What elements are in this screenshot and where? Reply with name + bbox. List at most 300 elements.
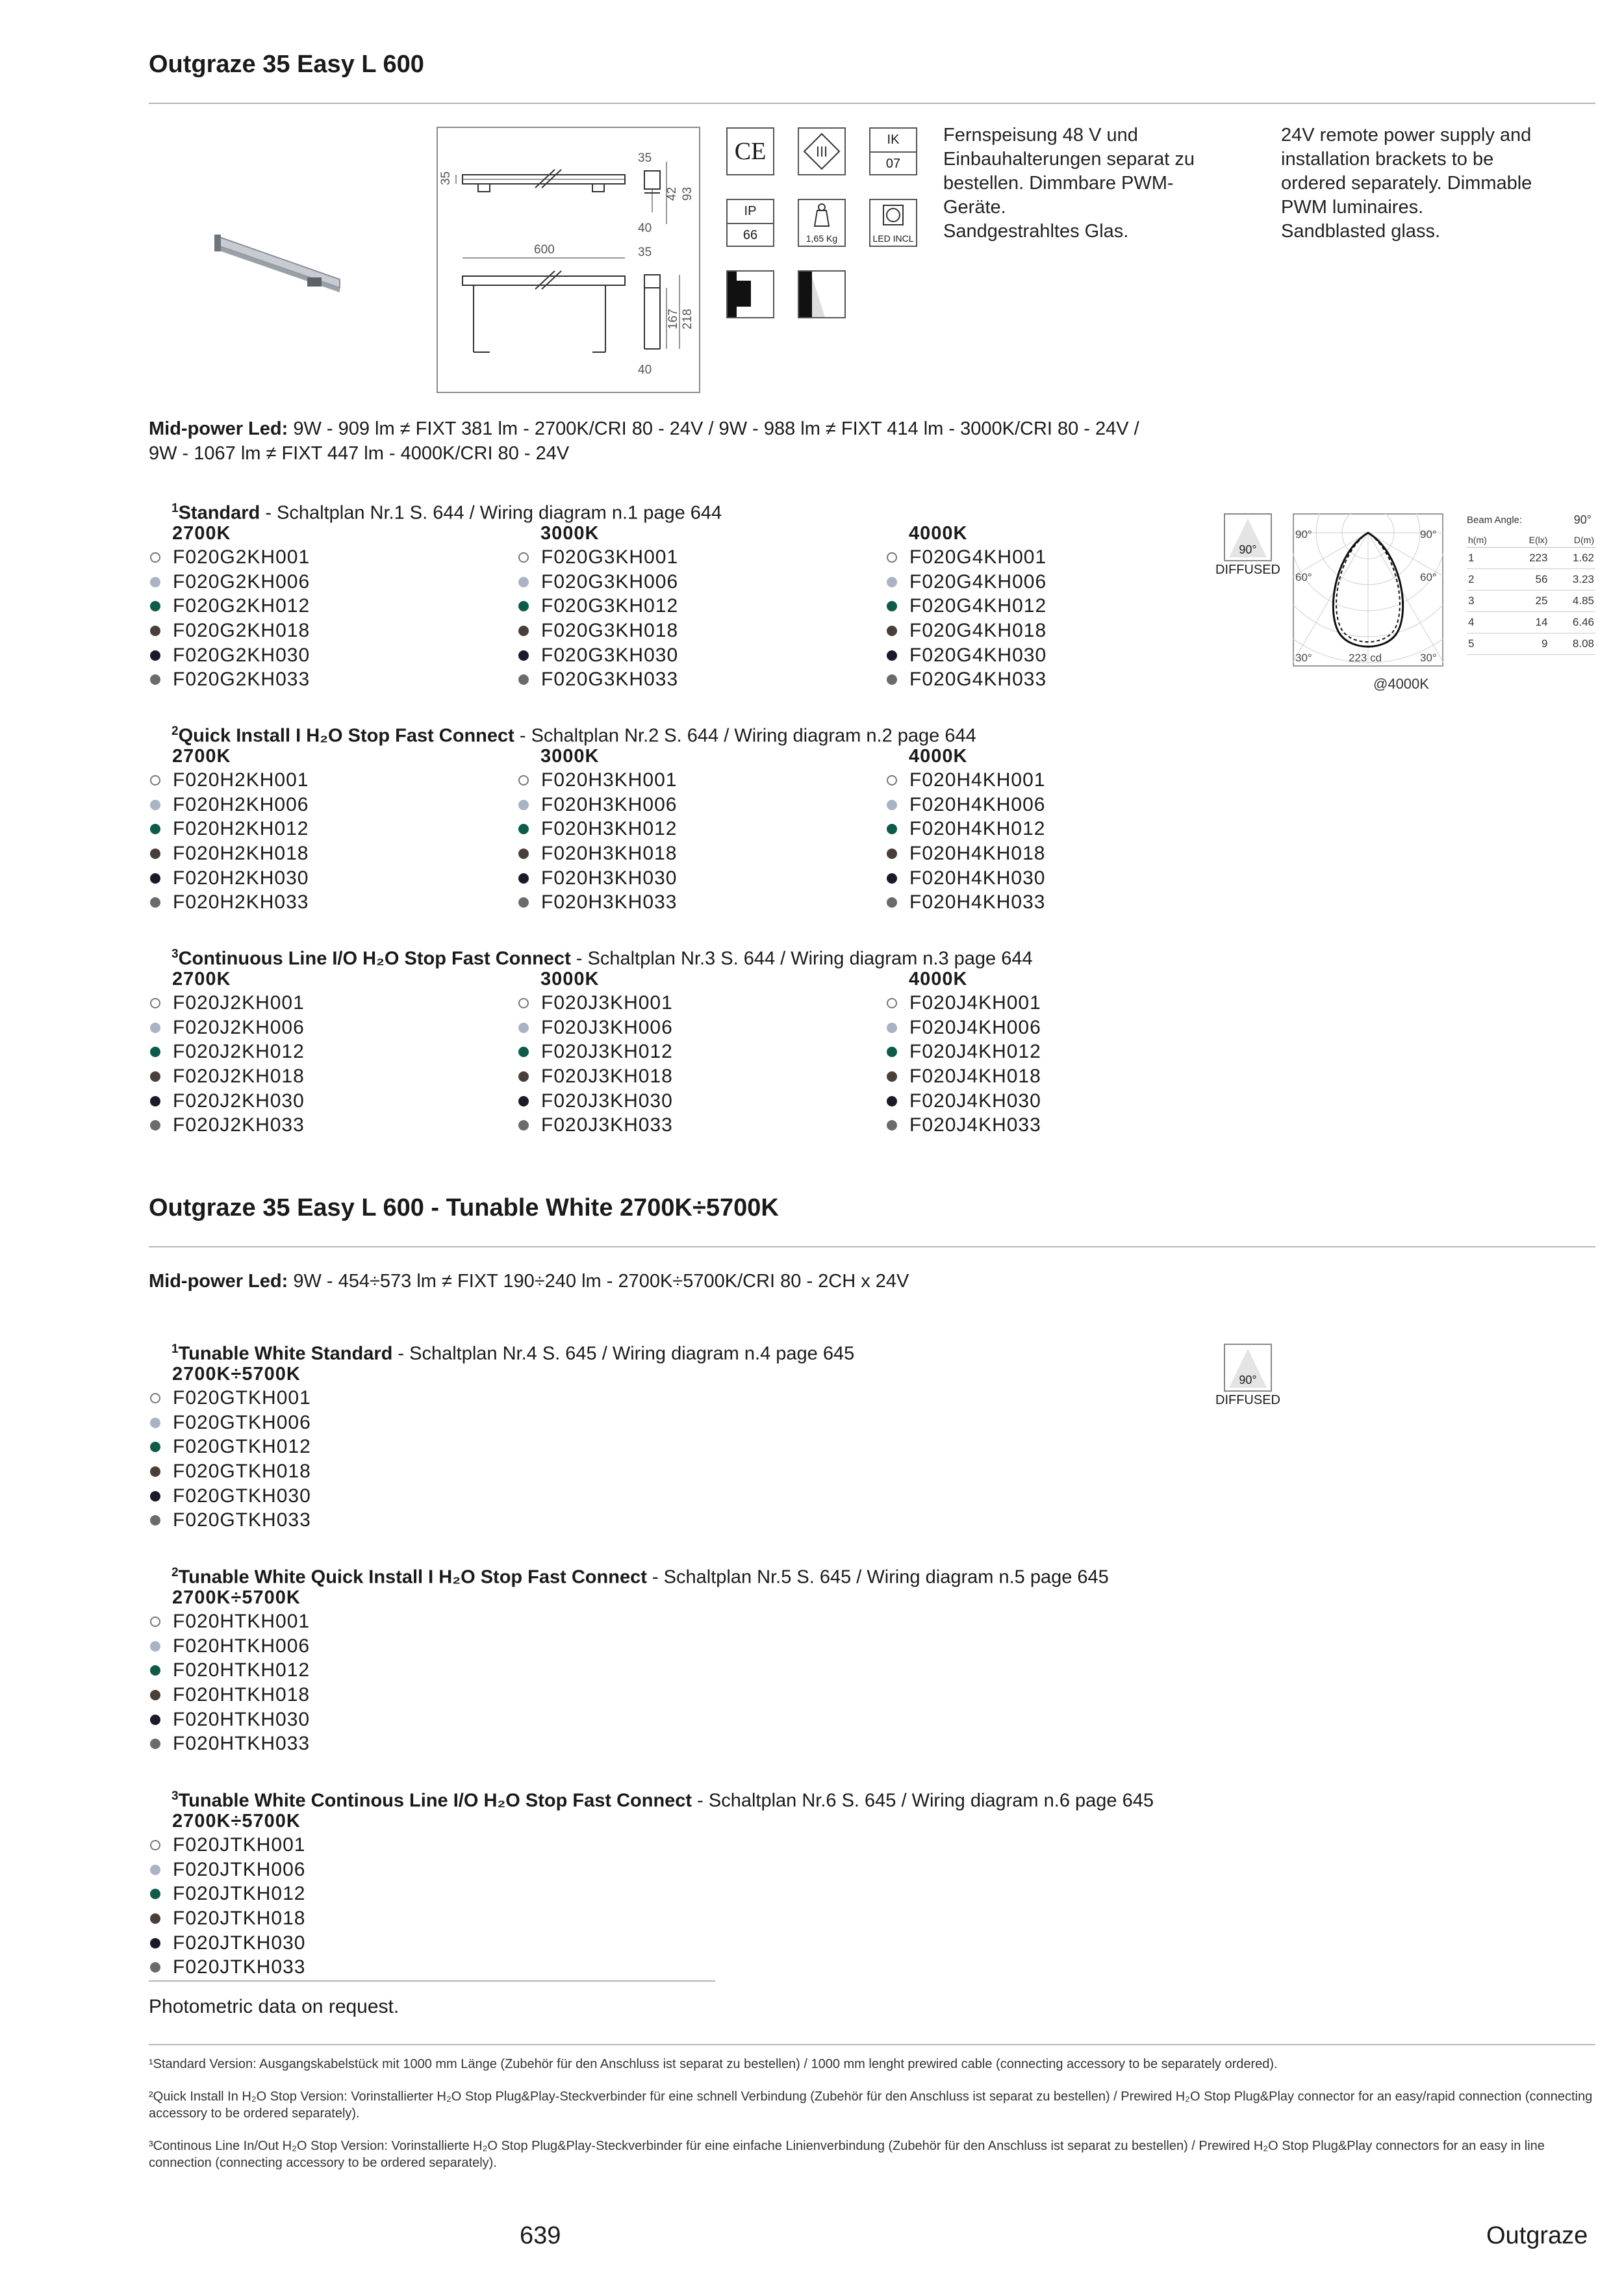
- finish-color-dot: [887, 1047, 897, 1057]
- product-code-item: [149, 991, 487, 1016]
- product-code-item: [149, 667, 487, 692]
- product-code: F020HTKH018: [173, 1684, 311, 1706]
- beam-table-cell: 3: [1467, 591, 1508, 612]
- finish-color-dot: [150, 552, 160, 563]
- beam-table-cell: 14: [1508, 612, 1549, 633]
- product-code-item: [149, 594, 487, 619]
- beam-table-header: [1467, 533, 1595, 548]
- product-code-list: [885, 768, 1223, 915]
- note-de-line: Fernspeisung 48 V und: [943, 125, 1138, 146]
- group-heading: [171, 719, 1341, 748]
- svg-text:III: III: [815, 144, 828, 160]
- finish-color-dot: [887, 1071, 897, 1082]
- product-code-item: [885, 817, 1223, 841]
- led-incl-label: LED INCL: [872, 233, 914, 244]
- product-code: F020H3KH030: [541, 867, 678, 889]
- beam-table-row: [1467, 569, 1595, 591]
- beam-table-row: [1467, 612, 1595, 633]
- finish-color-dot: [518, 601, 529, 611]
- color-temperature-heading: 3000K: [540, 746, 600, 767]
- polar-90-right: 90°: [1420, 528, 1437, 541]
- footnote-marker: 3: [171, 1789, 179, 1803]
- finish-color-dot: [887, 626, 897, 636]
- product-code: F020HTKH012: [173, 1659, 311, 1681]
- product-code-item: [149, 793, 487, 817]
- product-code: F020H4KH033: [909, 891, 1046, 913]
- note-de-line: Einbauhalterungen separat zu: [943, 149, 1195, 170]
- section2-rule: [149, 1246, 1595, 1247]
- finish-color-dot: [150, 1393, 160, 1403]
- product-code: F020GTKH033: [173, 1509, 311, 1531]
- product-code: F020GTKH001: [173, 1387, 311, 1409]
- product-code: F020HTKH001: [173, 1611, 311, 1632]
- finish-color-dot: [887, 552, 897, 563]
- tw-led-spec-line: 9W - 454÷573 lm ≠ FIXT 190÷240 lm - 2700K÷5700K/CRI 80 - 2CH x 24V: [293, 1271, 909, 1292]
- note-de-line: Geräte.: [943, 197, 1006, 218]
- product-code-item: [517, 866, 855, 891]
- product-code: F020J3KH006: [541, 1016, 673, 1038]
- ip-value: 66: [742, 228, 758, 242]
- product-code-item: [149, 1016, 487, 1040]
- product-code-item: [149, 619, 487, 643]
- finish-color-dot: [887, 601, 897, 611]
- product-code: F020J3KH018: [541, 1066, 673, 1088]
- product-code: F020H4KH006: [909, 793, 1046, 815]
- product-code: F020H4KH012: [909, 818, 1046, 840]
- polar-30-right: 30°: [1420, 652, 1437, 664]
- product-code-item: [149, 890, 487, 915]
- group-name: Continuous Line I/O H₂O Stop Fast Connect: [178, 948, 571, 969]
- product-code: F020J3KH012: [541, 1041, 673, 1063]
- product-code-list: [517, 991, 855, 1138]
- product-code: F020G2KH030: [173, 644, 311, 666]
- product-code: F020GTKH030: [173, 1485, 311, 1507]
- beam-table-header-cell: h(m): [1467, 533, 1508, 548]
- group-heading: [171, 1561, 1341, 1590]
- finish-color-dot: [150, 601, 160, 611]
- product-code: F020G2KH018: [173, 620, 311, 642]
- finish-color-dot: [150, 824, 160, 834]
- section1-title: Outgraze 35 Easy L 600: [149, 51, 424, 78]
- finish-color-dot: [518, 1071, 529, 1082]
- product-code: F020G4KH006: [909, 570, 1047, 593]
- product-code-item: [885, 841, 1223, 866]
- product-code-list: [149, 1386, 487, 1533]
- color-temperature-heading: 3000K: [540, 969, 600, 990]
- finish-color-dot: [518, 824, 529, 834]
- tw-beam-angle: 90°: [1239, 1373, 1257, 1386]
- product-code-item: [149, 1609, 487, 1634]
- product-code: F020J2KH001: [173, 992, 305, 1014]
- dim-40a: 40: [638, 222, 652, 235]
- finish-color-dot: [887, 650, 897, 661]
- product-code: F020H4KH030: [909, 867, 1046, 889]
- product-code-list: [517, 545, 855, 692]
- dim-35c: 35: [638, 246, 652, 259]
- product-code: F020H2KH030: [173, 867, 309, 889]
- color-temperature-heading: 2700K÷5700K: [172, 1364, 301, 1385]
- finish-color-dot: [150, 1616, 160, 1627]
- product-code-item: [885, 594, 1223, 619]
- finish-color-dot: [150, 1938, 160, 1948]
- product-code: F020GTKH006: [173, 1411, 311, 1433]
- color-temperature-heading: 2700K÷5700K: [172, 1587, 301, 1608]
- tw-led-spec: [149, 1269, 1578, 1294]
- product-code: F020J3KH033: [541, 1114, 673, 1136]
- product-code: F020G2KH006: [173, 570, 311, 593]
- beam-table-cell: 4: [1467, 612, 1508, 633]
- finish-color-dot: [150, 1641, 160, 1652]
- product-code: F020J2KH033: [173, 1114, 305, 1136]
- product-code-list: [885, 991, 1223, 1138]
- product-code: F020G3KH012: [541, 595, 679, 617]
- product-code: F020HTKH030: [173, 1708, 311, 1730]
- product-code: F020H3KH012: [541, 818, 678, 840]
- finish-color-dot: [150, 1047, 160, 1057]
- product-code: F020H4KH001: [909, 769, 1046, 791]
- group-heading: [171, 1337, 1341, 1366]
- ip-badge: [726, 199, 774, 247]
- product-photo: [207, 231, 349, 302]
- finish-color-dot: [887, 1023, 897, 1033]
- finish-color-dot: [150, 626, 160, 636]
- product-code-item: [517, 991, 855, 1016]
- product-code-list: [149, 991, 487, 1138]
- product-code: F020G4KH033: [909, 669, 1047, 691]
- finish-color-dot: [150, 674, 160, 685]
- beam-label: DIFFUSED: [1215, 563, 1280, 577]
- product-code-item: [149, 1089, 487, 1114]
- product-code: F020H4KH018: [909, 843, 1046, 865]
- product-code-item: [149, 1931, 487, 1956]
- finish-color-dot: [150, 849, 160, 859]
- beam-table-cell: 56: [1508, 569, 1549, 591]
- product-code-item: [885, 793, 1223, 817]
- footnote-marker: 3: [171, 947, 179, 961]
- product-code: F020J4KH001: [909, 992, 1041, 1014]
- footnote-3: ³Continous Line In/Out H₂O Stop Version: Vorinstallierte H₂O Stop Plug&Play-Steckverbinder für eine einfache Linienverbindung (Zubehör für den Anschluss ist separat zu bestellen) / Prewired H₂O Stop Plug&Play connectors for an easy in line connection (connecting accessory to be ordered separately).: [149, 2139, 1545, 2170]
- weight-badge: [798, 199, 846, 247]
- product-code-item: [517, 1089, 855, 1114]
- beam-icon: [1212, 513, 1284, 578]
- ik-badge: [869, 127, 917, 175]
- beam-table-row: [1467, 548, 1595, 569]
- finish-color-dot: [887, 849, 897, 859]
- product-code: F020H2KH012: [173, 818, 309, 840]
- finish-color-dot: [518, 1047, 529, 1057]
- product-code-item: [149, 545, 487, 570]
- product-code: F020JTKH033: [173, 1956, 306, 1978]
- product-code-item: [149, 1411, 487, 1435]
- finish-color-dot: [518, 1120, 529, 1131]
- finish-color-dot: [518, 897, 529, 908]
- group-heading: [171, 942, 1341, 971]
- product-code-list: [149, 1833, 487, 1980]
- product-code-item: [149, 1882, 487, 1906]
- dim-93: 93: [681, 186, 694, 201]
- beam-table-cell: 223: [1508, 548, 1549, 569]
- product-code-item: [885, 570, 1223, 594]
- product-code: F020J3KH001: [541, 992, 673, 1014]
- product-code: F020JTKH001: [173, 1834, 306, 1856]
- product-code: F020J4KH030: [909, 1090, 1041, 1112]
- product-code-item: [149, 1955, 487, 1980]
- finish-color-dot: [518, 800, 529, 810]
- dim-42: 42: [665, 186, 679, 201]
- product-code: F020H2KH006: [173, 793, 309, 815]
- note-en-line: 24V remote power supply and: [1281, 125, 1532, 146]
- finish-color-dot: [518, 552, 529, 563]
- product-code: F020G3KH018: [541, 620, 679, 642]
- product-code-item: [149, 1906, 487, 1931]
- product-code-item: [149, 1508, 487, 1533]
- product-code-item: [149, 570, 487, 594]
- product-code-item: [149, 1858, 487, 1882]
- finish-color-dot: [887, 873, 897, 884]
- weight-icon: [799, 200, 844, 230]
- ik-label: IK: [870, 129, 916, 153]
- polar-diagram: [1293, 513, 1443, 692]
- ce-badge: CE: [726, 127, 774, 175]
- product-code-item: [149, 1634, 487, 1659]
- product-code: F020JTKH030: [173, 1932, 306, 1954]
- finish-color-dot: [887, 800, 897, 810]
- photometric-note: Photometric data on request.: [149, 1996, 400, 2017]
- product-code-item: [149, 1731, 487, 1756]
- finish-color-dot: [150, 1665, 160, 1676]
- product-code-item: [517, 793, 855, 817]
- finish-color-dot: [518, 775, 529, 786]
- color-temperature-heading: 4000K: [909, 969, 968, 990]
- product-code-item: [517, 1016, 855, 1040]
- product-code-item: [149, 643, 487, 668]
- product-code-item: [885, 619, 1223, 643]
- note-en-line: Sandblasted glass.: [1281, 221, 1441, 242]
- product-code-list: [149, 545, 487, 692]
- finish-color-dot: [887, 1120, 897, 1131]
- footnote-1: ¹Standard Version: Ausgangskabelstück mit 1000 mm Länge (Zubehör für den Anschluss ist separat zu bestellen) / 1000 mm lenght prewired cable (connecting accessory to be separately ordered).: [149, 2057, 1278, 2071]
- finish-color-dot: [887, 824, 897, 834]
- product-code: F020G2KH001: [173, 546, 311, 568]
- product-code: F020H2KH033: [173, 891, 309, 913]
- beam-table-header-cell: E(lx): [1508, 533, 1549, 548]
- finish-color-dot: [150, 873, 160, 884]
- product-code-item: [149, 1435, 487, 1459]
- product-code-item: [517, 1113, 855, 1138]
- product-code-item: [885, 1113, 1223, 1138]
- finish-color-dot: [150, 577, 160, 587]
- beam-table-row: [1467, 633, 1595, 655]
- product-code: F020H3KH006: [541, 793, 678, 815]
- led-icon: [870, 200, 916, 230]
- dim-35b: 35: [439, 171, 453, 185]
- section1-rule: [149, 103, 1595, 104]
- product-code: F020J4KH018: [909, 1066, 1041, 1088]
- note-en-line: installation brackets to be: [1281, 149, 1494, 170]
- brand-name: Outgraze: [1486, 2222, 1588, 2249]
- footnote-marker: 2: [171, 724, 179, 738]
- finish-color-dot: [150, 1023, 160, 1033]
- product-code-item: [149, 1064, 487, 1089]
- finish-color-dot: [887, 998, 897, 1008]
- product-code: F020GTKH012: [173, 1436, 311, 1458]
- group-description: - Schaltplan Nr.6 S. 645 / Wiring diagram n.6 page 645: [692, 1790, 1154, 1811]
- product-code-list: [149, 768, 487, 915]
- beam-table: [1467, 513, 1595, 655]
- product-code: F020J2KH018: [173, 1066, 305, 1088]
- finish-color-dot: [518, 577, 529, 587]
- group-description: - Schaltplan Nr.5 S. 645 / Wiring diagram n.5 page 645: [646, 1566, 1109, 1588]
- color-temperature-heading: 4000K: [909, 746, 968, 767]
- beam-table-cell: 1: [1467, 548, 1508, 569]
- product-code-item: [517, 643, 855, 668]
- color-temperature-heading: 3000K: [540, 523, 600, 544]
- product-code-list: [885, 545, 1223, 692]
- polar-60-right: 60°: [1420, 571, 1437, 583]
- footnote-marker: 1: [171, 1342, 179, 1356]
- group-name: Standard: [178, 502, 260, 524]
- group-description: - Schaltplan Nr.4 S. 645 / Wiring diagram n.4 page 645: [392, 1343, 855, 1364]
- finish-color-dot: [887, 1096, 897, 1106]
- product-code: F020H3KH033: [541, 891, 678, 913]
- group-description: - Schaltplan Nr.1 S. 644 / Wiring diagram n.1 page 644: [260, 502, 722, 524]
- product-code: F020J2KH012: [173, 1041, 305, 1063]
- dim-167: 167: [666, 309, 680, 329]
- product-code-item: [517, 817, 855, 841]
- finish-color-dot: [150, 1715, 160, 1725]
- product-code: F020G4KH030: [909, 644, 1047, 666]
- product-code: F020JTKH012: [173, 1883, 306, 1905]
- technical-drawing: [437, 127, 700, 393]
- product-code-item: [149, 1833, 487, 1858]
- finish-color-dot: [518, 998, 529, 1008]
- beam-table-row: [1467, 591, 1595, 612]
- product-code-list: [517, 768, 855, 915]
- finish-color-dot: [150, 800, 160, 810]
- ip-label: IP: [728, 200, 773, 224]
- product-code-item: [517, 667, 855, 692]
- footnote-marker: 2: [171, 1566, 179, 1579]
- beam-table-cell: 25: [1508, 591, 1549, 612]
- product-code: F020GTKH018: [173, 1461, 311, 1483]
- note-en-line: ordered separately. Dimmable: [1281, 173, 1532, 194]
- finish-color-dot: [518, 626, 529, 636]
- product-code-item: [149, 1658, 487, 1683]
- finish-color-dot: [150, 1690, 160, 1700]
- group-name: Tunable White Standard: [178, 1343, 393, 1364]
- product-code-item: [517, 890, 855, 915]
- color-temperature-heading: 2700K÷5700K: [172, 1811, 301, 1832]
- group-name: Tunable White Quick Install I H₂O Stop Fast Connect: [178, 1566, 647, 1588]
- dim-40b: 40: [638, 363, 652, 377]
- finish-color-dot: [150, 1071, 160, 1082]
- product-code: F020H2KH018: [173, 843, 309, 865]
- product-code: F020HTKH006: [173, 1635, 311, 1657]
- product-code-item: [149, 817, 487, 841]
- product-code-item: [885, 768, 1223, 793]
- mount-icon-2: [798, 270, 846, 318]
- beam-table-cell: 5: [1467, 633, 1508, 655]
- led-label: Mid-power Led:: [149, 418, 288, 439]
- finish-color-dot: [150, 1739, 160, 1749]
- finish-color-dot: [887, 775, 897, 786]
- section2-title: Outgraze 35 Easy L 600 - Tunable White 2700K÷5700K: [149, 1194, 779, 1221]
- dim-218: 218: [681, 309, 694, 329]
- beam-table-cell: 4.85: [1549, 591, 1595, 612]
- note-en-line: PWM luminaires.: [1281, 197, 1424, 218]
- product-code-item: [149, 768, 487, 793]
- color-temperature-heading: 2700K: [172, 746, 231, 767]
- product-code: F020H2KH001: [173, 769, 309, 791]
- finish-color-dot: [518, 1023, 529, 1033]
- polar-90-left: 90°: [1295, 528, 1312, 541]
- finish-color-dot: [518, 1096, 529, 1106]
- led-spec-line1: 9W - 909 lm ≠ FIXT 381 lm - 2700K/CRI 80 - 24V / 9W - 988 lm ≠ FIXT 414 lm - 3000K/CRI 80 - 24V /: [293, 418, 1139, 439]
- product-code: F020G4KH001: [909, 546, 1047, 568]
- product-code-item: [149, 1683, 487, 1707]
- group-name: Tunable White Continous Line I/O H₂O Stop Fast Connect: [178, 1790, 692, 1811]
- finish-color-dot: [887, 897, 897, 908]
- finish-color-dot: [150, 1418, 160, 1428]
- beam-data-table: [1467, 533, 1595, 655]
- product-code: F020J4KH033: [909, 1114, 1041, 1136]
- finish-color-dot: [150, 1865, 160, 1875]
- finish-color-dot: [150, 1120, 160, 1131]
- product-code-item: [885, 545, 1223, 570]
- product-code-item: [149, 1484, 487, 1509]
- product-code: F020JTKH006: [173, 1858, 306, 1880]
- beam-table-cell: 3.23: [1549, 569, 1595, 591]
- finish-color-dot: [518, 849, 529, 859]
- polar-30-left: 30°: [1295, 652, 1312, 664]
- product-code-item: [149, 866, 487, 891]
- product-code: F020J4KH012: [909, 1041, 1041, 1063]
- beam-table-cell: 2: [1467, 569, 1508, 591]
- product-code-item: [517, 768, 855, 793]
- note-de-line: Sandgestrahltes Glas.: [943, 221, 1129, 242]
- tw-led-label: Mid-power Led:: [149, 1271, 288, 1292]
- color-temperature-heading: 4000K: [909, 523, 968, 544]
- polar-candela: 223 cd: [1349, 652, 1382, 664]
- mount-icon-1: [726, 270, 774, 318]
- finish-color-dot: [518, 674, 529, 685]
- tw-beam-label: DIFFUSED: [1215, 1393, 1280, 1407]
- product-code-item: [885, 643, 1223, 668]
- product-code-item: [517, 570, 855, 594]
- ik-value: 07: [885, 157, 901, 171]
- product-code-item: [517, 619, 855, 643]
- beam-table-title: Beam Angle:: [1467, 515, 1523, 526]
- product-code-item: [149, 1386, 487, 1411]
- product-code-item: [885, 890, 1223, 915]
- finish-color-dot: [887, 577, 897, 587]
- group-heading: [171, 1784, 1341, 1813]
- finish-color-dot: [518, 650, 529, 661]
- beam-table-cell: 8.08: [1549, 633, 1595, 655]
- beam-table-cell: 6.46: [1549, 612, 1595, 633]
- dim-600: 600: [534, 243, 555, 257]
- product-code: F020G3KH001: [541, 546, 679, 568]
- finish-color-dot: [150, 1491, 160, 1501]
- finish-color-dot: [150, 897, 160, 908]
- led-incl-badge: [869, 199, 917, 247]
- page-number: 639: [520, 2222, 561, 2249]
- product-code: F020G3KH006: [541, 570, 679, 593]
- beam-table-angle: 90°: [1573, 513, 1592, 526]
- product-code: F020G4KH018: [909, 620, 1047, 642]
- product-code-list: [149, 1609, 487, 1756]
- polar-caption: @4000K: [1373, 676, 1429, 692]
